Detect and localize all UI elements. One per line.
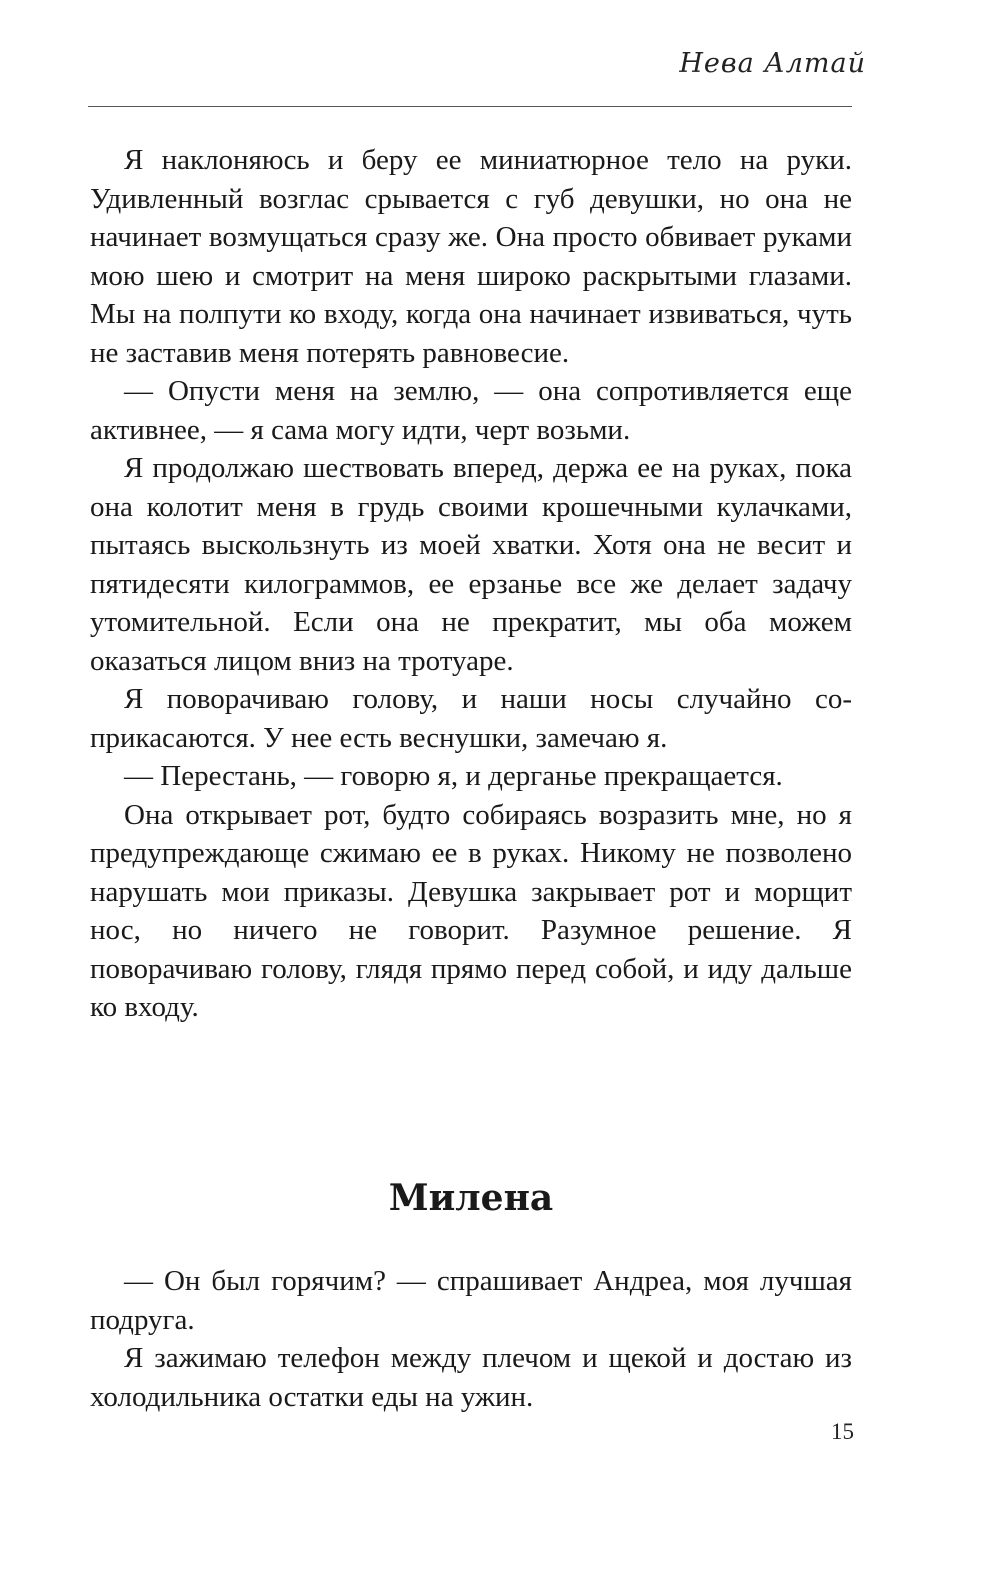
paragraph: Я продолжаю шествовать вперед, держа ее на руках, пока она колотит меня в грудь своими крошечными кулачками, пытаясь выскользнуть из моей хватки. Хотя она не весит и пятидесяти килограммов, ее ерзанье все же делает задачу утомительной. Если она не прекратит, мы оба можем оказаться лицом вниз на тротуаре. [90, 452, 852, 677]
header-divider [88, 106, 852, 107]
paragraph: — Он был горячим? — спрашивает Андреа, моя лучшая подруга. [90, 1265, 852, 1336]
text-section-2 [90, 1262, 852, 1416]
chapter-title: Милена [388, 1177, 554, 1219]
paragraph: Я поворачиваю голову, и наши носы случайно соприкасаются. У нее есть веснушки, замечаю я. [90, 683, 852, 754]
paragraph: — Перестань, — говорю я, и дерганье прекращается. [124, 760, 783, 792]
paragraph: Я наклоняюсь и беру ее миниатюрное тело на руки. Удивленный возглас срывается с губ девушки, но она не начинает возмущаться сразу же. Она просто обвивает руками мою шею и смотрит на меня широко раскрытыми глазами. Мы на полпути ко входу, когда она начинает извиваться, чуть не заставив меня потерять равновесие. [90, 144, 852, 369]
paragraph: Она открывает рот, будто собираясь возразить мне, но я предупреждающе сжимаю ее в руках. Никому не позволено нарушать мои приказы. Девушка закрывает рот и морщит нос, но ничего не говорит. Разумное решение. Я поворачиваю голову, глядя прямо перед собой, и иду дальше ко входу. [90, 798, 852, 1023]
running-header-author: Нева Алтай [679, 48, 866, 79]
page-number: 15 [831, 1419, 854, 1444]
text-section-1 [90, 141, 852, 1027]
paragraph: Я зажимаю телефон между плечом и щекой и достаю из холодильника остатки еды на ужин. [90, 1342, 852, 1413]
paragraph: — Опусти меня на землю, — она сопротивляется еще активнее, — я сама могу идти, черт возьми. [90, 375, 852, 446]
